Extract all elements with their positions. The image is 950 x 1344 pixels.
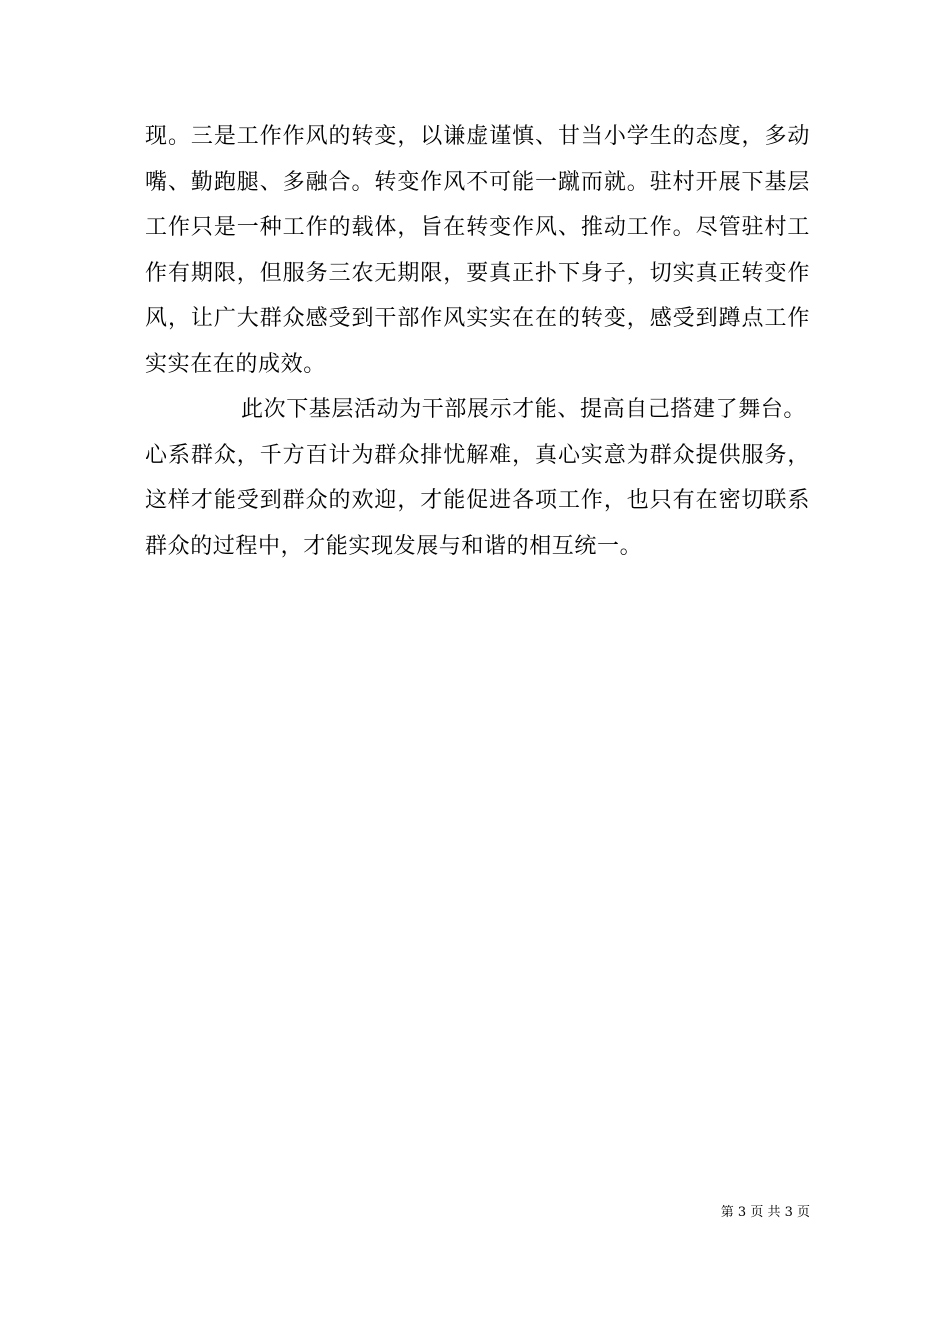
text-line: 这样才能受到群众的欢迎，才能促进各项工作，也只有在密切联系 (145, 488, 810, 513)
text-line: 实实在在的成效。 (145, 351, 326, 377)
text-line: 工作只是一种工作的载体，旨在转变作风、推动工作。尽管驻村工 (145, 215, 810, 240)
text-line: 群众的过程中，才能实现发展与和谐的相互统一。 (145, 533, 643, 559)
text-line: 现。三是工作作风的转变，以谦虚谨慎、甘当小学生的态度，多动 (145, 124, 810, 149)
text-line: 风，让广大群众感受到干部作风实实在在的转变，感受到蹲点工作 (145, 306, 810, 331)
text-line: 此次下基层活动为干部展示才能、提高自己搭建了舞台。 (241, 397, 807, 422)
paragraph-conclusion (145, 387, 810, 569)
page-number-footer: 第 3 页 共 3 页 (720, 1205, 810, 1220)
text-line: 作有期限，但服务三农无期限，要真正扑下身子，切实真正转变作 (145, 260, 810, 286)
text-line: 心系群众，千方百计为群众排忧解难，真心实意为群众提供服务， (145, 442, 810, 468)
text-line: 嘴、勤跑腿、多融合。转变作风不可能一蹴而就。驻村开展下基层 (145, 169, 810, 195)
body-text (145, 114, 810, 569)
paragraph-work-style (145, 114, 810, 387)
